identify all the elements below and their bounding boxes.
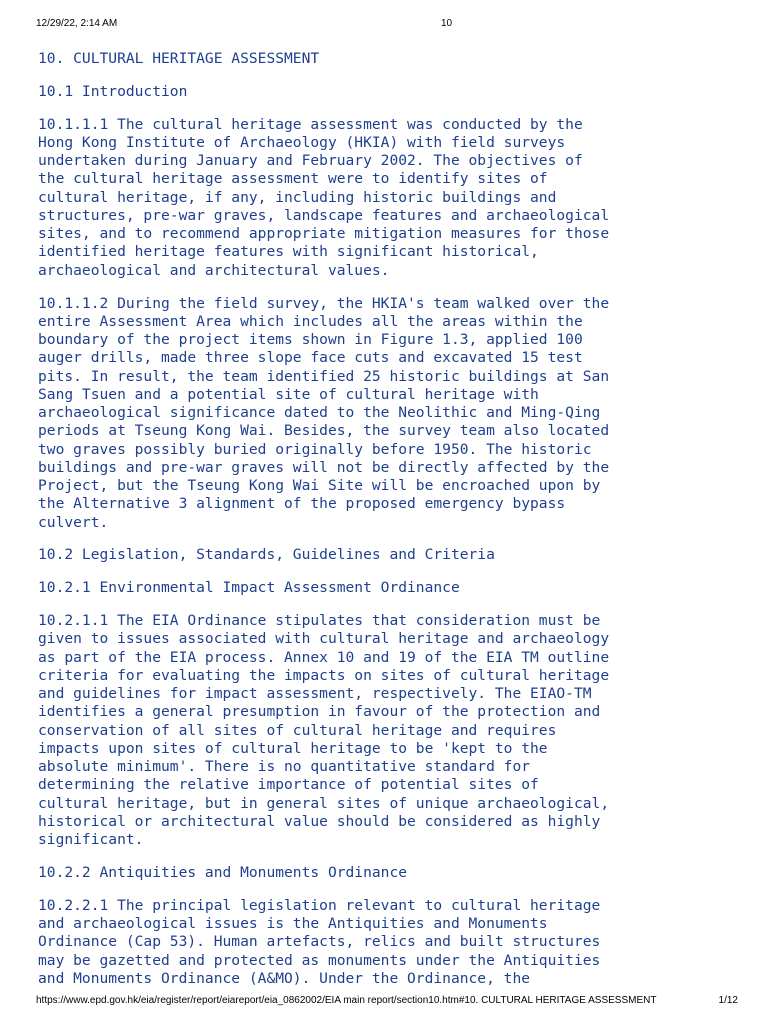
page-number: 1/12: [718, 995, 738, 1006]
section-title: 10. CULTURAL HERITAGE ASSESSMENT: [38, 50, 320, 67]
paragraph-10-2-1-1: 10.2.1.1 The EIA Ordinance stipulates that consideration must be given to issues associated with cultural heritage and archaeology as part of the EIA process. Annex 10 and 19 of the EIA TM outline criteria for evaluating the impacts on sites of cultural heritage and guidelines for impact assessment, respectively. The EIAO-TM identifies a general presumption in favour of the protection and conservation of all sites of cultural heritage and requires impacts upon sites of cultural heritage to be 'kept to the absolute minimum'. There is no quantitative standard for determining the relative importance of potential sites of cultural heritage, but in general sites of unique archaeological, historical or architectural value should be considered as highly significant.: [38, 612, 610, 849]
document-body: [38, 50, 738, 1003]
source-url: https://www.epd.gov.hk/eia/register/report/eiareport/eia_0862002/EIA main report/section10.htm#10. CULTURAL HERITAGE ASSESSMENT: [36, 995, 657, 1006]
heading-eia-ordinance: 10.2.1 Environmental Impact Assessment Ordinance: [38, 579, 460, 597]
heading-antiquities-ordinance: 10.2.2 Antiquities and Monuments Ordinance: [38, 863, 408, 881]
heading-legislation: 10.2 Legislation, Standards, Guidelines and Criteria: [38, 546, 495, 564]
print-timestamp: 12/29/22, 2:14 AM: [36, 18, 118, 29]
print-page-title: 10: [441, 18, 453, 29]
heading-introduction: 10.1 Introduction: [38, 82, 188, 100]
paragraph-10-1-1-2: 10.1.1.2 During the field survey, the HKIA's team walked over the entire Assessment Area which includes all the areas within the boundary of the project items shown in Figure 1.3, applied 100 auger drills, made three slope face cuts and excavated 15 test pits. In result, the team identified 25 historic buildings at San Sang Tsuen and a potential site of cultural heritage with archaeological significance dated to the Neolithic and Ming-Qing periods at Tseung Kong Wai. Besides, the survey team also located two graves possibly buried originally before 1950. The historic buildings and pre-war graves will not be directly affected by the Project, but the Tseung Kong Wai Site will be encroached upon by the Alternative 3 alignment of the proposed emergency bypass culvert.: [38, 294, 610, 531]
paragraph-10-1-1-1: 10.1.1.1 The cultural heritage assessment was conducted by the Hong Kong Institute of Archaeology (HKIA) with field surveys undertaken during January and February 2002. The objectives of the cultural heritage assessment were to identify sites of cultural heritage, if any, including historic buildings and structures, pre-war graves, landscape features and archaeological sites, and to recommend appropriate mitigation measures for those identified heritage features with significant historical, archaeological and architectural values.: [38, 115, 610, 279]
paragraph-10-2-2-1: 10.2.2.1 The principal legislation relevant to cultural heritage and archaeological issues is the Antiquities and Monuments Ordinance (Cap 53). Human artefacts, relics and built structures may be gazetted and protected as monuments under the Antiquities and Monuments Ordinance (A&MO). Under the Ordinance, the: [38, 896, 601, 987]
